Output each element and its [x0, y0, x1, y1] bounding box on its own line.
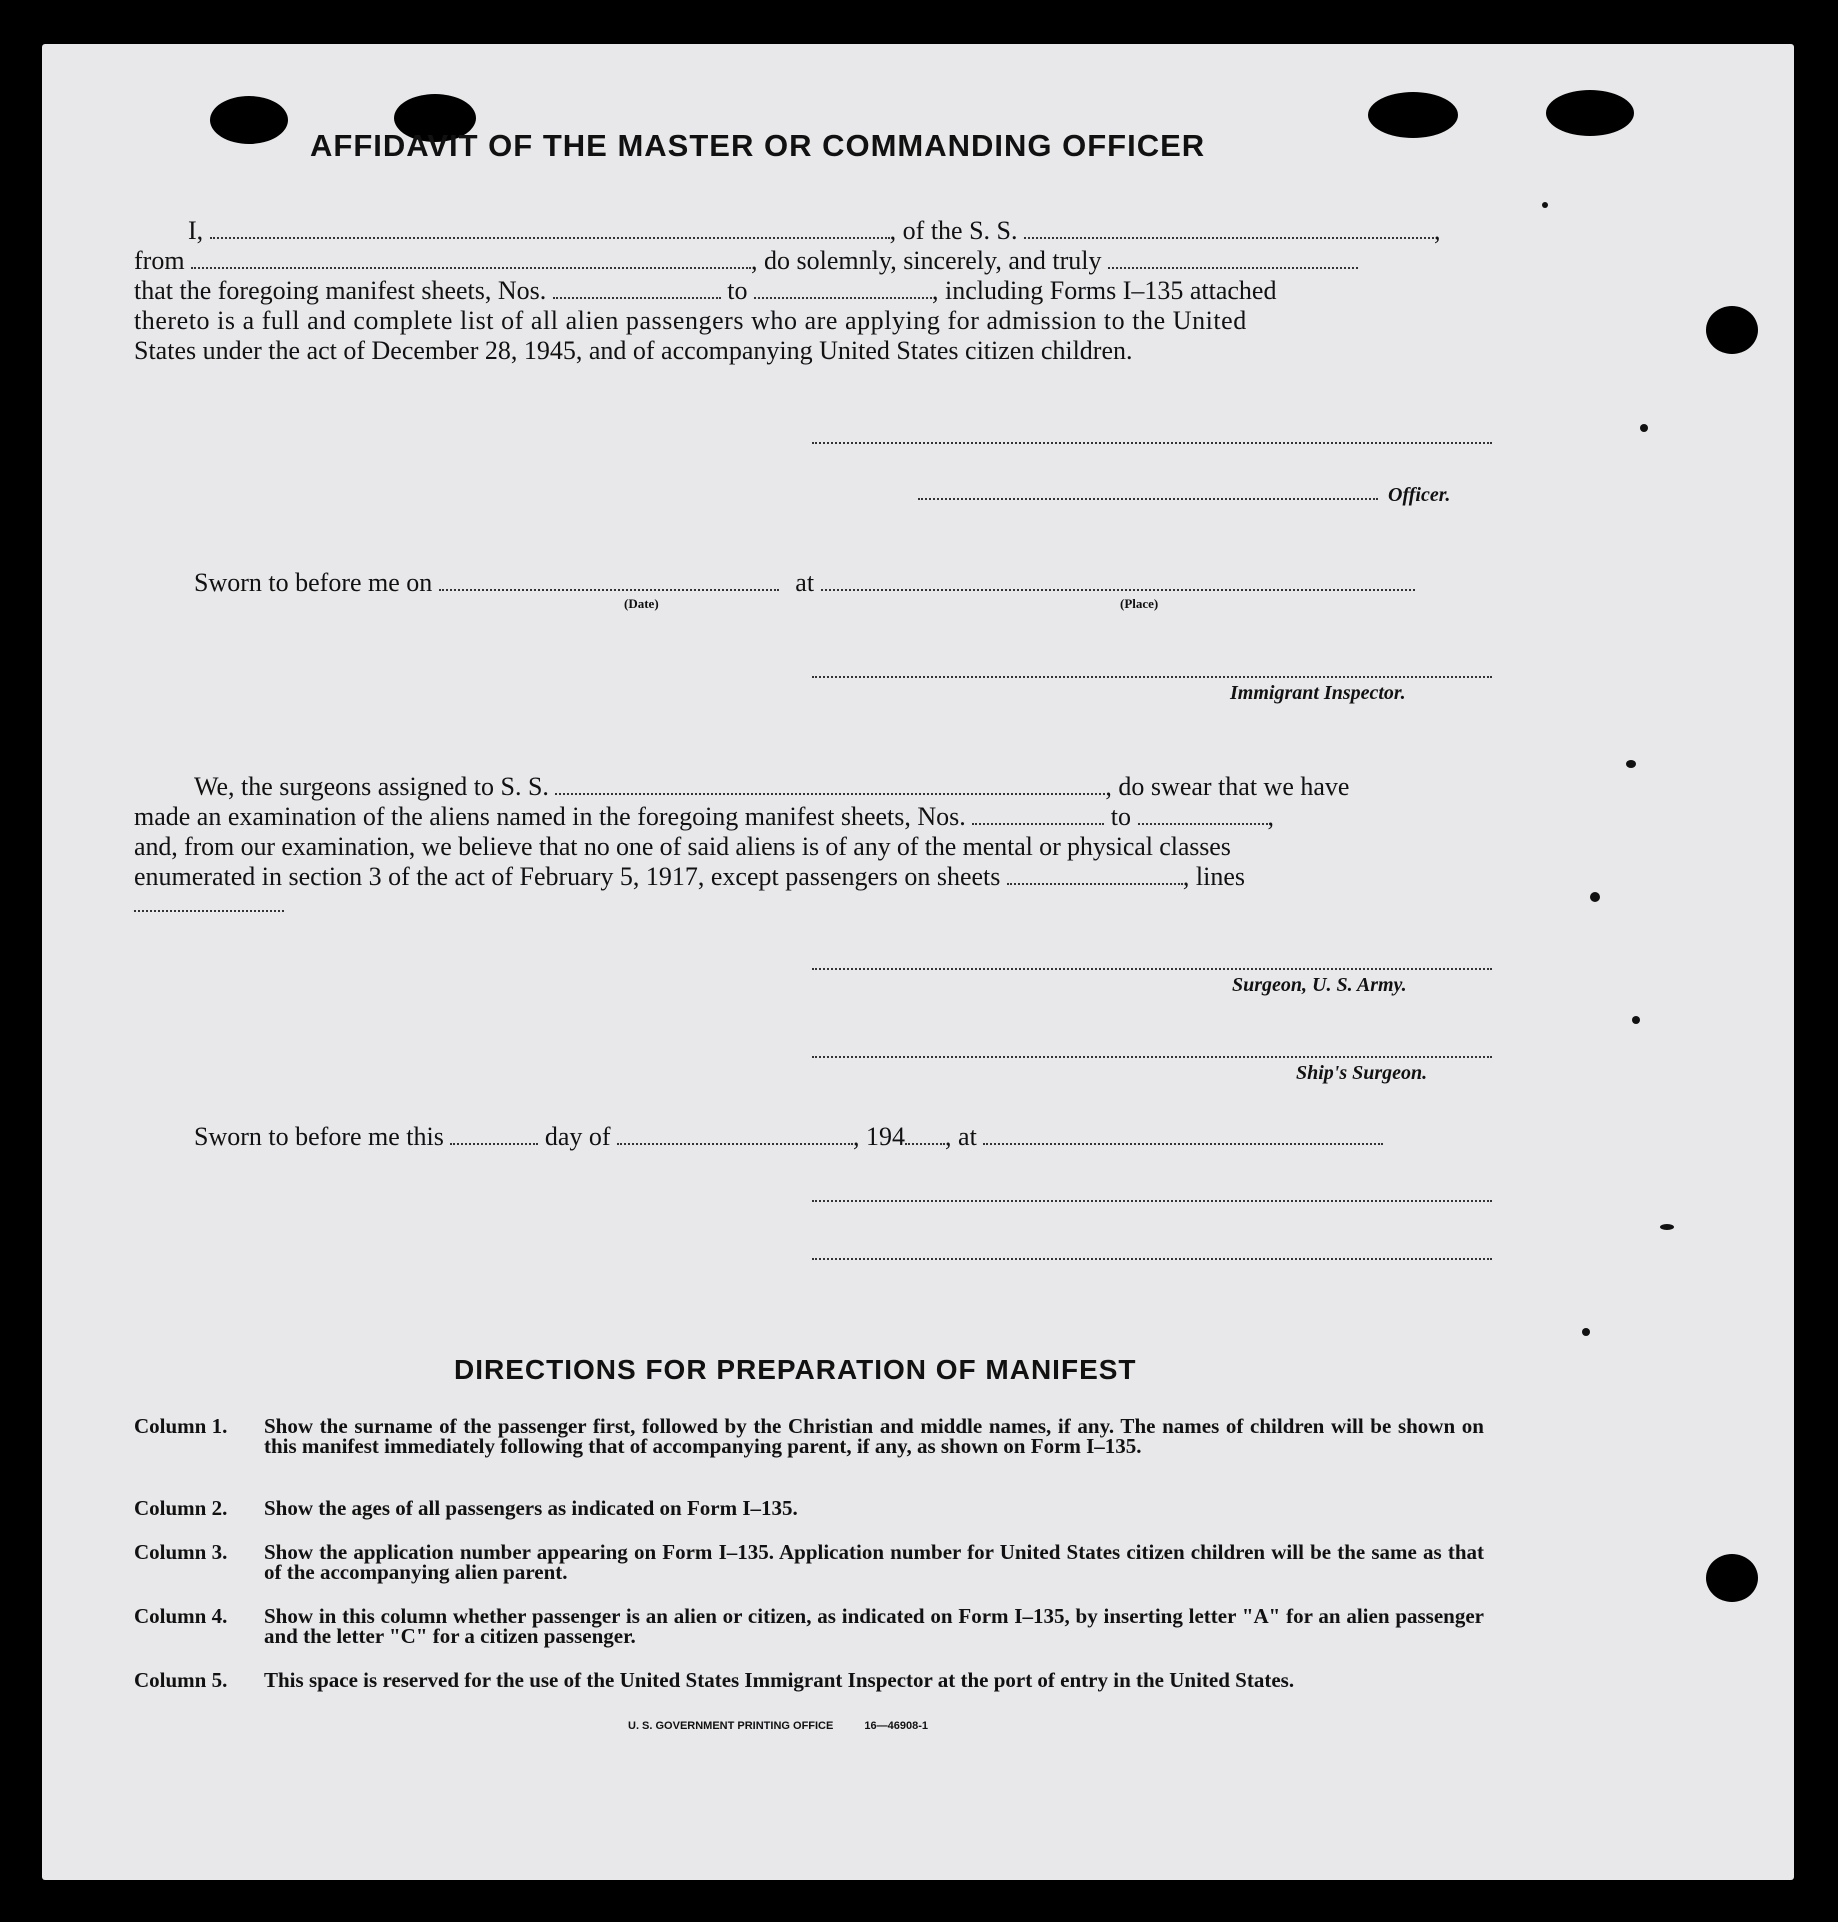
affidavit-line-3 — [134, 276, 1276, 306]
text-manifest-sheets: that the foregoing manifest sheets, Nos. — [134, 276, 547, 305]
affidavit-line-4: thereto is a full and complete list of all alien passengers who are applying for admission to the United — [134, 306, 1247, 335]
form-sheet — [42, 44, 1794, 1880]
sheets-to-field[interactable] — [754, 277, 932, 299]
column-5-label: Column 5. — [134, 1668, 228, 1692]
exam-sheets-from-field[interactable] — [972, 803, 1104, 825]
sworn-day-field[interactable] — [450, 1123, 538, 1145]
ink-speck — [1582, 1328, 1590, 1336]
ink-blot — [1546, 90, 1634, 136]
affidavit-line-5: States under the act of December 28, 1945, and of accompanying United States citizen children. — [134, 336, 1133, 365]
sworn-signature-line-2[interactable] — [812, 1258, 1492, 1260]
swear-field[interactable] — [1108, 247, 1358, 269]
ink-speck — [1640, 424, 1648, 432]
ship-surgeon-label: Ship's Surgeon. — [1296, 1062, 1428, 1084]
ink-blot — [1368, 92, 1458, 138]
text-comma: , — [1434, 216, 1441, 245]
ink-speck — [1626, 760, 1636, 768]
directions-title: DIRECTIONS FOR PREPARATION OF MANIFEST — [454, 1354, 1137, 1385]
text-194: , 194 — [853, 1122, 906, 1151]
ship-surgeon-signature-line[interactable] — [812, 1056, 1492, 1058]
punch-hole — [1706, 306, 1758, 354]
army-surgeon-signature-line[interactable] — [812, 968, 1492, 970]
text-of-ss: , of the S. S. — [889, 216, 1018, 245]
from-field[interactable] — [191, 247, 751, 269]
surgeons-line-2 — [134, 802, 1274, 832]
column-5-text: This space is reserved for the use of the United States Immigrant Inspector at the port of entry in the United States. — [264, 1668, 1295, 1692]
ship-name-field[interactable] — [1024, 217, 1434, 239]
officer-name-line[interactable] — [918, 498, 1378, 500]
affidavit-line-2 — [134, 246, 1358, 276]
sworn-before-line — [194, 568, 1415, 598]
master-name-field[interactable] — [210, 217, 890, 239]
text-including-forms: , including Forms I–135 attached — [932, 276, 1277, 305]
printer-name: U. S. GOVERNMENT PRINTING OFFICE — [628, 1720, 834, 1732]
text-surgeons-assigned: We, the surgeons assigned to S. S. — [194, 772, 549, 801]
surgeons-line-1 — [194, 772, 1349, 802]
form-code: 16—46908-1 — [864, 1720, 929, 1732]
exam-sheets-to-field[interactable] — [1138, 803, 1268, 825]
text-made-examination: made an examination of the aliens named in the foregoing manifest sheets, Nos. — [134, 802, 966, 831]
column-2-label: Column 2. — [134, 1496, 228, 1520]
printer-imprint — [628, 1720, 928, 1732]
text-do-swear: , do swear that we have — [1105, 772, 1350, 801]
sheets-from-field[interactable] — [553, 277, 721, 299]
column-4-text: Show in this column whether passenger is an alien or citizen, as indicated on Form I–135, by inserting letter "A" for an alien passenger and the letter "C" for a citizen passenger. — [264, 1604, 1484, 1648]
column-1-label: Column 1. — [134, 1414, 228, 1438]
punch-hole — [1706, 1554, 1758, 1602]
text-sworn-this: Sworn to before me this — [194, 1122, 444, 1151]
text-to: to — [1110, 802, 1131, 831]
place-label: (Place) — [1120, 596, 1159, 611]
sworn-year-field[interactable] — [905, 1123, 945, 1145]
text-enumerated: enumerated in section 3 of the act of February 5, 1917, except passengers on sheets — [134, 862, 1001, 891]
column-3-text: Show the application number appearing on Form I–135. Application number for United States citizen children will be the same as that of the accompanying alien parent. — [264, 1540, 1484, 1584]
column-3-label: Column 3. — [134, 1540, 228, 1564]
sworn-signature-line-1[interactable] — [812, 1200, 1492, 1202]
officer-signature-line[interactable] — [812, 442, 1492, 444]
except-sheets-field[interactable] — [1007, 863, 1183, 885]
officer-label: Officer. — [1388, 484, 1451, 506]
text-to: to — [727, 276, 748, 305]
column-1-text: Show the surname of the passenger first, followed by the Christian and middle names, if any. The names of children will be shown on this manifest immediately following that of accompanying parent, if any, as shown on Form I–135. — [264, 1414, 1484, 1458]
text-from: from — [134, 246, 185, 275]
text-at: at — [795, 568, 815, 597]
text-i: I, — [188, 216, 204, 245]
surgeons-line-3: and, from our examination, we believe that no one of said aliens is of any of the mental or physical classes — [134, 832, 1231, 861]
ink-speck — [1632, 1016, 1640, 1024]
surgeons-ship-field[interactable] — [555, 773, 1105, 795]
inspector-label: Immigrant Inspector. — [1230, 682, 1406, 704]
column-4-label: Column 4. — [134, 1604, 228, 1628]
sworn-this-line — [194, 1122, 1383, 1152]
text-day-of: day of — [544, 1122, 611, 1151]
ink-blot — [210, 96, 288, 144]
army-surgeon-label: Surgeon, U. S. Army. — [1232, 974, 1407, 996]
text-at: , at — [945, 1122, 977, 1151]
except-lines-field[interactable] — [134, 910, 284, 912]
ink-speck — [1590, 892, 1600, 902]
affidavit-title: AFFIDAVIT OF THE MASTER OR COMMANDING OFFICER — [310, 128, 1206, 163]
surgeons-line-4 — [134, 862, 1245, 892]
text-lines: , lines — [1182, 862, 1246, 891]
sworn-date-field[interactable] — [439, 569, 779, 591]
text-solemnly: , do solemnly, sincerely, and truly — [751, 246, 1102, 275]
affidavit-line-1 — [188, 216, 1441, 246]
ink-speck — [1542, 202, 1548, 208]
sworn-place-field[interactable] — [821, 569, 1415, 591]
ink-speck — [1660, 1224, 1674, 1230]
sworn-month-field[interactable] — [617, 1123, 853, 1145]
text-comma: , — [1267, 802, 1274, 831]
inspector-signature-line[interactable] — [812, 676, 1492, 678]
date-label: (Date) — [624, 596, 659, 611]
sworn-place-field-2[interactable] — [983, 1123, 1383, 1145]
text-sworn-on: Sworn to before me on — [194, 568, 433, 597]
column-2-text: Show the ages of all passengers as indicated on Form I–135. — [264, 1496, 798, 1520]
